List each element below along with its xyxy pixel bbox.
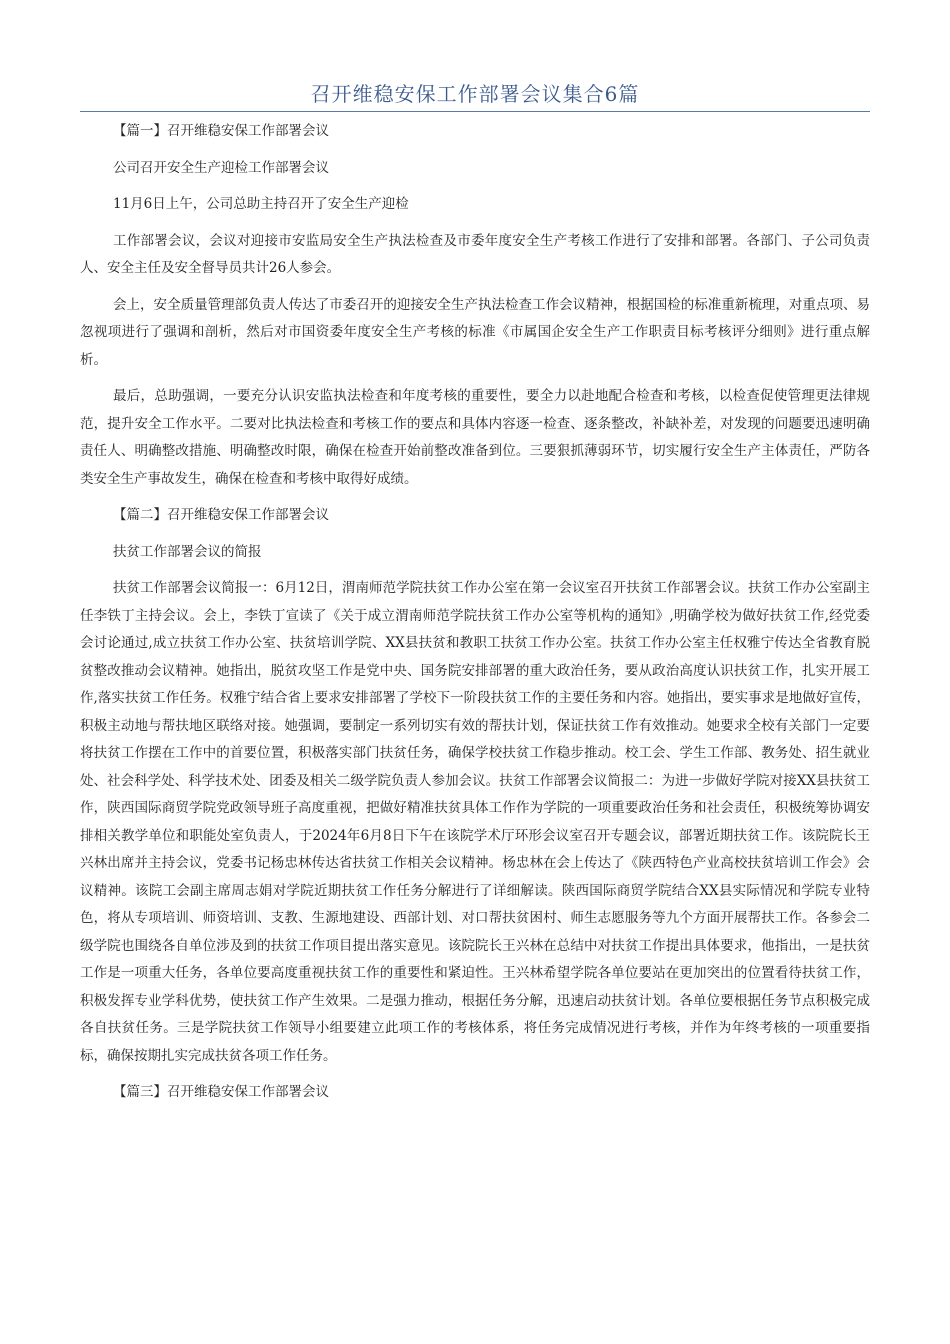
section-heading-2: 【篇二】召开维稳安保工作部署会议 <box>113 507 329 523</box>
paragraph: 11月6日上午，公司总助主持召开了安全生产迎检 <box>113 196 409 212</box>
title-divider <box>80 111 870 112</box>
paragraph: 会上，安全质量管理部负责人传达了市委召开的迎接安全生产执法检查工作会议精神，根据国检的标准重新梳理，对重点项、易忽视项进行了强调和剖析，然后对市国资委年度安全生产考核的标准《市属国企安全生产工作职责目标考核评分细则》进行重点解析。 <box>80 296 870 368</box>
paragraph: 最后，总助强调，一要充分认识安监执法检查和年度考核的重要性，要全力以赴地配合检查和考核，以检查促使管理更法律规范，提升安全工作水平。二要对比执法检查和考核工作的要点和具体内容逐一检查、逐条整改，补缺补差，对发现的问题要迅速明确责任人、明确整改措施、明确整改时限，确保在检查开始前整改准备到位。三要狠抓薄弱环节，切实履行安全生产主体责任，严防各类安全生产事故发生，确保在检查和考核中取得好成绩。 <box>80 388 870 487</box>
section-subtitle-1: 公司召开安全生产迎检工作部署会议 <box>113 159 329 176</box>
section-heading-1: 【篇一】召开维稳安保工作部署会议 <box>113 123 329 139</box>
document-title: 召开维稳安保工作部署会议集合6篇 <box>310 82 640 106</box>
document-body <box>80 118 870 1116</box>
paragraph: 扶贫工作部署会议简报一：6月12日，渭南师范学院扶贫工作办公室在第一会议室召开扶贫工作部署会议。扶贫工作办公室副主任李铁丁主持会议。会上，李铁丁宣读了《关于成立渭南师范学院扶贫工作办公室等机构的通知》,明确学校为做好扶贫工作,经党委会讨论通过,成立扶贫工作办公室、扶贫培训学院、XX县扶贫和教职工扶贫工作办公室。扶贫工作办公室主任权雅宁传达全省教育脱贫整改推动会议精神。她指出，脱贫攻坚工作是党中央、国务院安排部署的重大政治任务，要从政治高度认识扶贫工作，扎实开展工作,落实扶贫工作任务。权雅宁结合省上要求安排部署了学校下一阶段扶贫工作的主要任务和内容。她指出，要实事求是地做好宣传，积极主动地与帮扶地区联络对接。她强调，要制定一系列切实有效的帮扶计划，保证扶贫工作有效推动。她要求全校有关部门一定要将扶贫工作摆在工作中的首要位置，积极落实部门扶贫任务，确保学校扶贫工作稳步推动。校工会、学生工作部、教务处、招生就业处、社会科学处、科学技术处、团委及相关二级学院负责人参加会议。扶贫工作部署会议简报二：为进一步做好学院对接XX县扶贫工作，陕西国际商贸学院党政领导班子高度重视，把做好精准扶贫具体工作作为学院的一项重要政治任务和社会责任，积极统筹协调安排相关教学单位和职能处室负责人，于2024年6月8日下午在该院学术厅环形会议室召开专题会议，部署近期扶贫工作。该院院长王兴林出席并主持会议，党委书记杨忠林传达省扶贫工作相关会议精神。杨忠林在会上传达了《陕西特色产业高校扶贫培训工作会》会议精神。该院工会副主席周志娟对学院近期扶贫工作任务分解进行了详细解读。陕西国际商贸学院结合XX县实际情况和学院专业特色，将从专项培训、师资培训、支教、生源地建设、西部计划、对口帮扶贫困村、师生志愿服务等九个方面开展帮扶工作。各参会二级学院也围绕各自单位涉及到的扶贫工作项目提出落实意见。该院院长王兴林在总结中对扶贫工作提出具体要求，他指出，一是扶贫工作是一项重大任务，各单位要高度重视扶贫工作的重要性和紧迫性。王兴林希望学院各单位要站在更加突出的位置看待扶贫工作，积极发挥专业学科优势，使扶贫工作产生效果。二是强力推动，根据任务分解，迅速启动扶贫计划。各单位要根据任务节点积极完成各自扶贫任务。三是学院扶贫工作领导小组要建立此项工作的考核体系，将任务完成情况进行考核，并作为年终考核的一项重要指标，确保按期扎实完成扶贫各项工作任务。 <box>80 580 870 1064</box>
section-subtitle-2: 扶贫工作部署会议的简报 <box>113 543 262 560</box>
paragraph: 工作部署会议，会议对迎接市安监局安全生产执法检查及市委年度安全生产考核工作进行了安排和部署。各部门、子公司负责人、安全主任及安全督导员共计26人参会。 <box>80 232 870 276</box>
section-heading-3: 【篇三】召开维稳安保工作部署会议 <box>113 1084 329 1100</box>
